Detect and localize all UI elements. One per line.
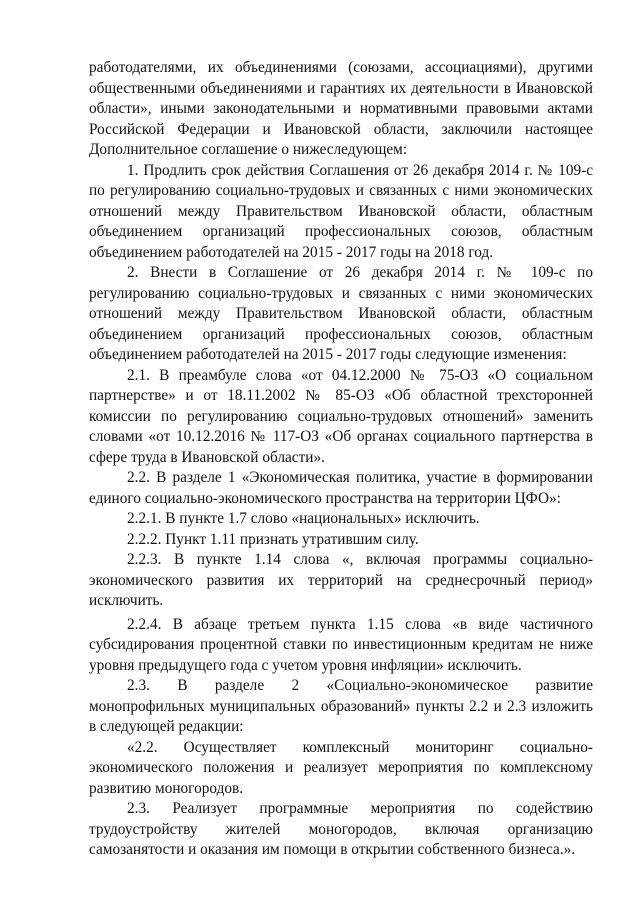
paragraph-item-2-2-4: 2.2.4. В абзаце третьем пункта 1.15 слова «в виде частичного субсидирования процентной ставки по инвестиционным кредитам не ниже уровня предыдущего года с учетом уровня инфляции» исключить. [89,615,593,674]
paragraph-item-2-2-3: 2.2.3. В пункте 1.14 слова «, включая программы социально-экономического развития их территорий на среднесрочный период» исключить. [89,551,593,609]
paragraph-item-2: 2. Внести в Соглашение от 26 декабря 2014 г. № 109-с по регулированию социально-трудовых и связанных с ними экономических отношений между Правительством Ивановской области, областным объединением организаций профессиональных союзов, областным объединением работодателей на 2015 - 2017 годы следующие изменения: [89,264,593,363]
paragraph-item-2-3: 2.3. В разделе 2 «Социально-экономическое развитие монопрофильных муниципальных образований» пункты 2.2 и 2.3 изложить в следующей редакции: [89,677,593,735]
paragraph-quote-2-3: 2.3. Реализует программные мероприятия по содействию трудоустройству жителей моногородов, включая организацию самозанятости и оказания им помощи в открытии собственного бизнеса.». [89,800,593,858]
paragraph-quote-2-2: «2.2. Осуществляет комплексный мониторинг социально-экономического положения и реализует мероприятия по комплексному развитию моногородов. [89,738,593,797]
paragraph-item-2-1: 2.1. В преамбуле слова «от 04.12.2000 № 75-ОЗ «О социальном партнерстве» и от 18.11.2002 № 85-ОЗ «Об областной трехсторонней комиссии по регулированию социально-трудовых отношений» заменить словами «от 10.12.2016 № 117-ОЗ «Об органах социального партнерства в сфере труда в Ивановской области». [89,366,593,466]
paragraph-item-2-2-1: 2.2.1. В пункте 1.7 слово «национальных» исключить. [127,510,480,527]
paragraph-item-1: 1. Продлить срок действия Соглашения от 26 декабря 2014 г. № 109-с по регулированию социально-трудовых и связанных с ними экономических отношений между Правительством Ивановской области, областным объединением организаций профессиональных союзов, областным объединением работодателей на 2015 - 2017 годы на 2018 год. [89,161,593,261]
paragraph-item-2-2: 2.2. В разделе 1 «Экономическая политика, участие в формировании единого социально-экономического пространства на территории ЦФО»: [89,469,593,507]
paragraph-preamble-continuation: работодателями, их объединениями (союзами, ассоциациями), другими общественными объединениями и гарантиях их деятельности в Ивановской области», иными законодательными и нормативными правовыми актами Российской Федерации и Ивановской области, заключили настоящее Дополнительное соглашение о нижеследующем: [89,59,593,158]
document-page [89,58,593,861]
paragraph-item-2-2-2: 2.2.2. Пункт 1.11 признать утратившим силу. [127,530,419,548]
